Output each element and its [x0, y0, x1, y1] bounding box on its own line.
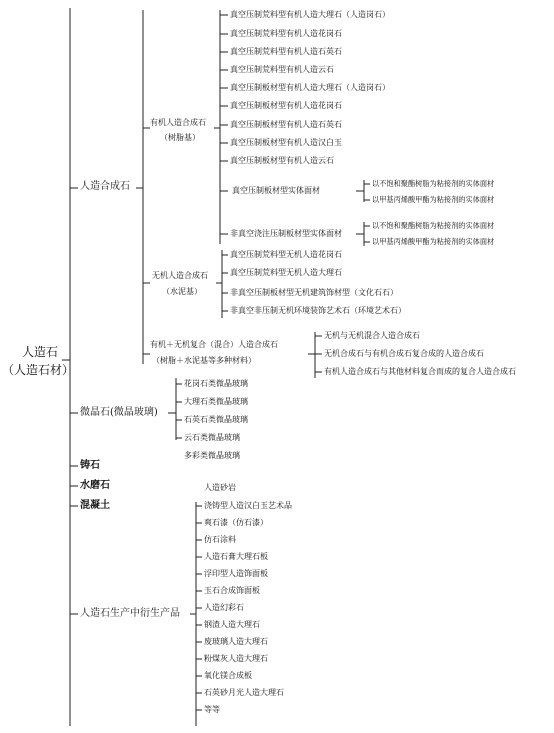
hybrid-item: 有机人造合成石与其他材料复合而成的复合人造合成石 [324, 367, 516, 376]
organic-item: 真空压制荒料型有机人造花岗石 [230, 29, 342, 38]
derivative-item: 人造幻彩石 [204, 603, 244, 612]
glass-ceramic-label: 微晶石(微晶玻璃) [80, 407, 158, 418]
glass-ceramic-item: 云石类微晶玻璃 [184, 433, 240, 442]
organic-item: 真空压制荒料型有机人造云石 [230, 65, 334, 74]
derivative-item: 爽石漆（仿石漆） [204, 518, 268, 527]
derivatives-label: 人造石生产中衍生产品 [80, 608, 180, 619]
organic-item: 真空压制板材型有机人造汉白玉 [230, 138, 342, 147]
inorganic-sublabel: （水泥基） [162, 287, 202, 296]
derivative-item: 人造石膏大理石板 [204, 552, 268, 561]
glass-ceramic-item: 花岗石类微晶玻璃 [184, 379, 248, 388]
terrazzo-label: 水磨石 [80, 480, 110, 491]
organic-item: 真空压制板材型有机人造花岗石 [230, 101, 342, 110]
hybrid-item: 无机合成石与有机合成石复合成的人造合成石 [324, 349, 484, 358]
organic-item: 真空压制板材型有机人造云石 [230, 156, 334, 165]
solid-surface-subitem: 以甲基丙烯酸甲酯为粘接剂的实体面材 [372, 195, 495, 204]
solid-surface-subitem: 以不饱和聚酯树脂为粘接剂的实体面材 [372, 179, 495, 188]
inorganic-item: 真空压制荒料型无机人造花岗石 [230, 250, 342, 259]
inorganic-item: 真空压制荒料型无机人造大理石 [230, 268, 342, 277]
inorganic-item: 非真空非压制无机环境装饰艺术石（环境艺术石） [230, 306, 406, 315]
derivative-item: 废玻璃人造大理石 [204, 637, 268, 646]
glass-ceramic-item: 石英石类微晶玻璃 [184, 415, 248, 424]
derivative-item: 石英砂月光人造大理石 [204, 688, 284, 697]
derivative-item: 浇铸型人造汉白玉艺术品 [204, 501, 292, 510]
organic-item: 真空压制荒料型有机人造大理石（人造岗石） [230, 10, 390, 19]
organic-item: 真空压制板材型有机人造大理石（人造岗石） [230, 83, 390, 92]
artificial-composite-label: 人造合成石 [80, 181, 130, 192]
inorganic-label: 无机人造合成石 [152, 271, 208, 280]
derivative-item: 浮印型人造饰面板 [204, 569, 268, 578]
non-vacuum-label: 非真空浇注压制板材型实体面材 [230, 229, 342, 238]
hybrid-item: 无机与无机混合人造合成石 [324, 331, 420, 340]
derivative-item: 等等 [204, 705, 220, 714]
glass-ceramic-item: 多彩类微晶玻璃 [184, 451, 240, 460]
non-vacuum-subitem: 以甲基丙烯酸甲酯为粘接剂的实体面材 [372, 237, 495, 246]
derivative-item: 氧化镁合成板 [204, 671, 252, 680]
non-vacuum-subitem: 以不饱和聚酯树脂为粘接剂的实体面材 [372, 221, 495, 230]
organic-item: 真空压制荒料型有机人造石英石 [230, 47, 342, 56]
derivative-item: 人造砂岩 [204, 483, 236, 492]
root-sublabel: （人造石材） [2, 363, 75, 377]
hybrid-sublabel: （树脂＋水泥基等多种材料） [152, 356, 256, 365]
hybrid-label: 有机＋无机复合（混合）人造合成石 [150, 340, 278, 349]
organic-label: 有机人造合成石 [150, 118, 206, 127]
concrete-label: 混凝土 [80, 500, 110, 511]
root-label: 人造石 [22, 345, 59, 359]
organic-sublabel: （树脂基） [160, 133, 200, 142]
organic-item: 真空压制板材型有机人造石英石 [230, 120, 342, 129]
solid-surface-label: 真空压制板材型实体面材 [232, 186, 320, 195]
derivative-item: 粉煤灰人造大理石 [204, 654, 268, 663]
derivative-item: 仿石涂料 [204, 535, 236, 544]
cast-stone-label: 铸石 [80, 460, 100, 471]
derivative-item: 玉石合成饰面板 [204, 586, 260, 595]
derivative-item: 钢渣人造大理石 [204, 620, 260, 629]
glass-ceramic-item: 大理石类微晶玻璃 [184, 397, 248, 406]
inorganic-item: 非真空压制板材型无机建筑饰材型（文化石石） [230, 288, 398, 297]
